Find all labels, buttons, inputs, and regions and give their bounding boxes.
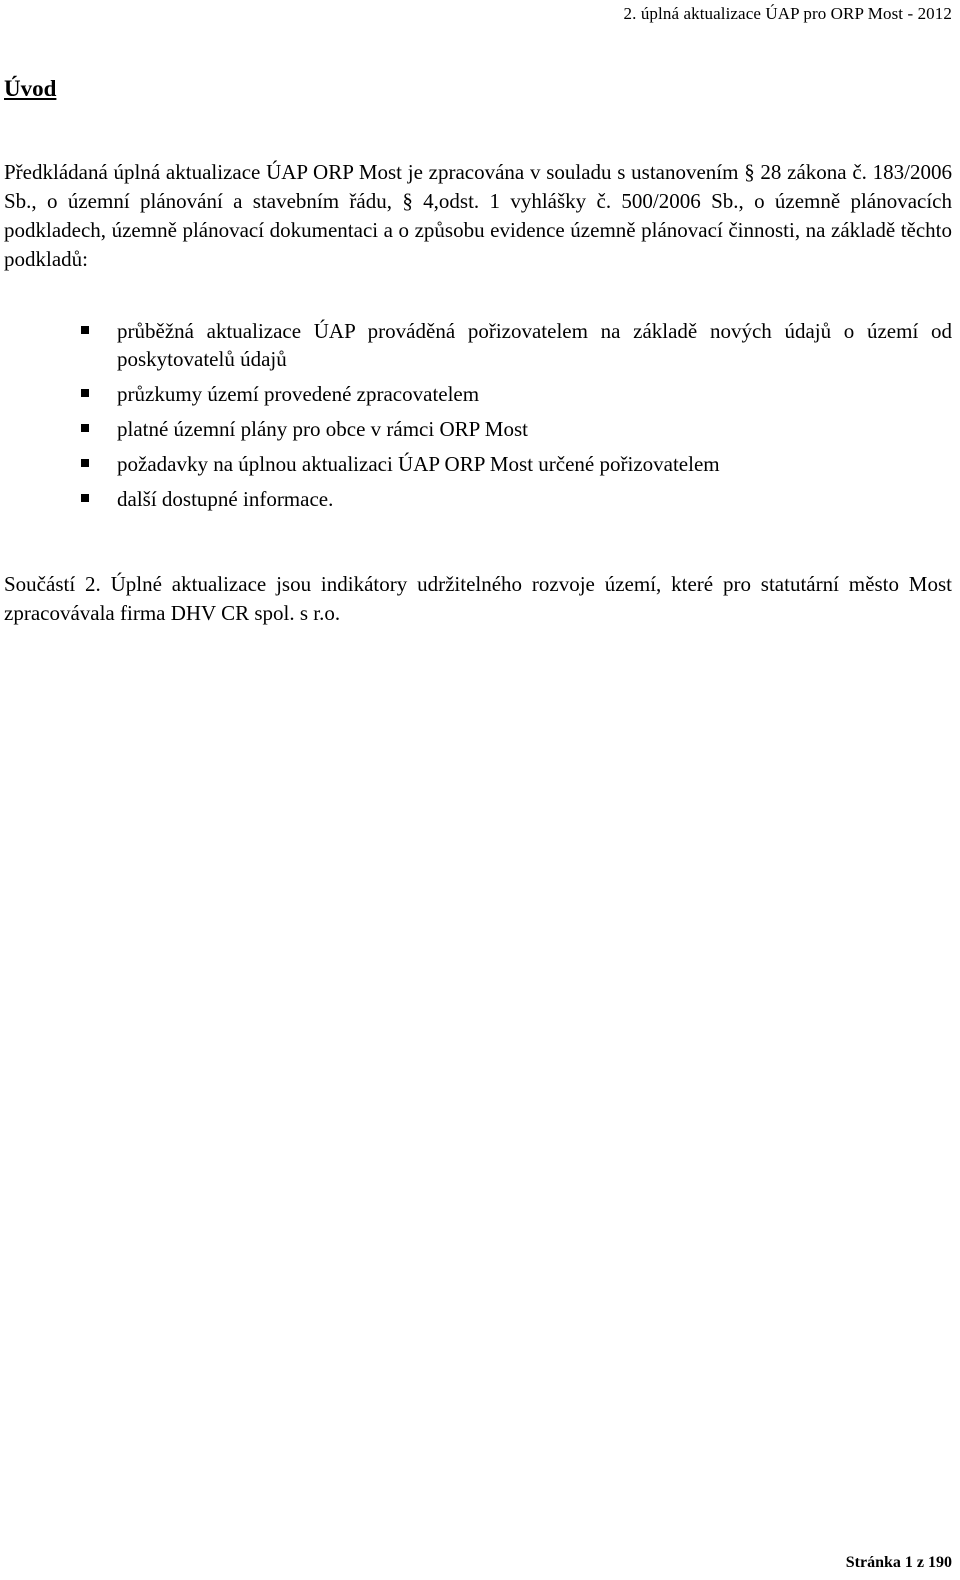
square-bullet-icon bbox=[81, 459, 89, 467]
list-item bbox=[0, 380, 952, 408]
list-item-text: průběžná aktualizace ÚAP prováděná pořizovatelem na základě nových údajů o území od poskytovatelů údajů bbox=[117, 319, 952, 371]
square-bullet-icon bbox=[81, 389, 89, 397]
closing-paragraph: Součástí 2. Úplné aktualizace jsou indikátory udržitelného rozvoje území, které pro statutární město Most zpracovávala firma DHV CR spol. s r.o. bbox=[4, 572, 952, 625]
section-heading: Úvod bbox=[4, 76, 57, 101]
running-header: 2. úplná aktualizace ÚAP pro ORP Most - 2012 bbox=[623, 4, 952, 23]
list-item bbox=[0, 317, 952, 373]
list-item bbox=[0, 415, 952, 443]
source-list bbox=[0, 317, 952, 520]
intro-paragraph: Předkládaná úplná aktualizace ÚAP ORP Most je zpracována v souladu s ustanovením § 28 zákona č. 183/2006 Sb., o územní plánování a stavebním řádu, § 4,odst. 1 vyhlášky č. 500/2006 Sb., o územně plánovacích podkladech, územně plánovací dokumentaci a o způsobu evidence územně plánovací činnosti, na základě těchto podkladů: bbox=[4, 160, 952, 271]
list-item-text: další dostupné informace. bbox=[117, 487, 334, 511]
page-label: Stránka bbox=[845, 1554, 901, 1571]
list-item bbox=[0, 485, 952, 513]
list-item-text: platné územní plány pro obce v rámci ORP Most bbox=[117, 417, 528, 441]
square-bullet-icon bbox=[81, 494, 89, 502]
list-item-text: požadavky na úplnou aktualizaci ÚAP ORP Most určené pořizovatelem bbox=[117, 452, 720, 476]
page-number: 1 bbox=[904, 1554, 913, 1571]
square-bullet-icon bbox=[81, 424, 89, 432]
of-label: z bbox=[916, 1554, 924, 1571]
page-footer bbox=[846, 1554, 952, 1572]
page-total: 190 bbox=[928, 1554, 952, 1571]
list-item bbox=[0, 450, 952, 478]
square-bullet-icon bbox=[81, 326, 89, 334]
list-item-text: průzkumy území provedené zpracovatelem bbox=[117, 382, 480, 406]
